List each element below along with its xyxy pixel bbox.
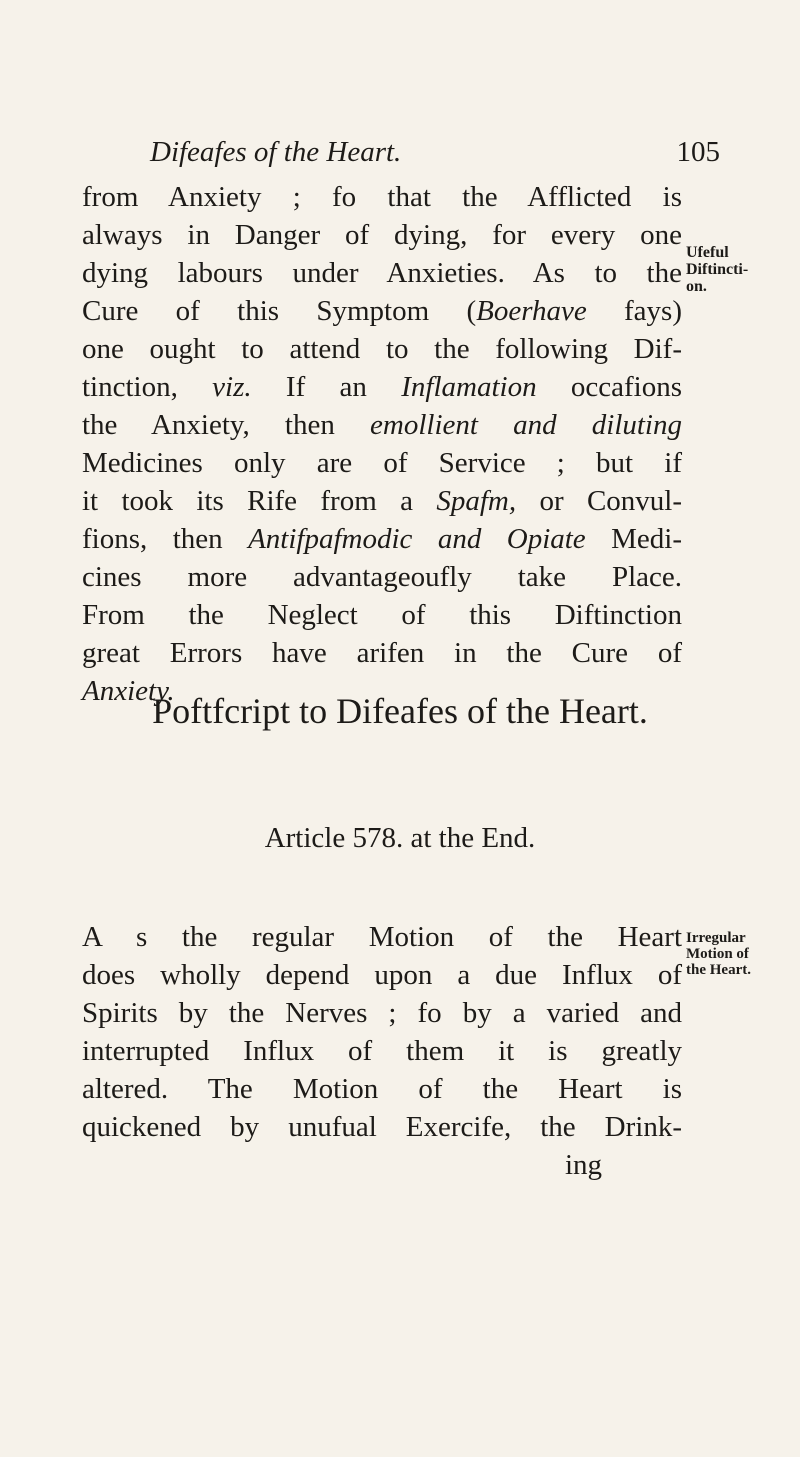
text-run: tinction, <box>82 371 213 403</box>
italic-text: Inflamation <box>401 371 537 403</box>
text-run: fions, then <box>82 523 249 555</box>
text-run: altered. The Motion of the Heart is <box>82 1073 682 1105</box>
section-heading: Poftfcript to Difeafes of the Heart. <box>152 691 648 731</box>
running-head: Difeafes of the Heart. <box>150 136 402 168</box>
text-run: Spirits by the Nerves ; fo by a varied and <box>82 997 682 1029</box>
text-run: one ought to attend to the following Dif- <box>82 333 682 365</box>
margin-note-line: on. <box>686 278 707 295</box>
italic-text: emollient and diluting <box>370 409 682 441</box>
text-line <box>82 634 682 672</box>
text-line <box>82 330 682 368</box>
text-line <box>82 558 682 596</box>
text-run: great Errors have arifen in the Cure of <box>82 637 682 669</box>
paragraph-anxiety-cure <box>82 178 682 710</box>
text-run: occafions <box>536 371 682 403</box>
text-run: Cure of this Symptom ( <box>82 295 477 327</box>
text-run: A s the regular Motion of the Heart <box>82 921 682 953</box>
section-subheading: Article 578. at the End. <box>264 822 536 854</box>
text-run: quickened by unufual Exercife, the Drink- <box>82 1111 682 1143</box>
text-run: always in Danger of dying, for every one <box>82 219 682 251</box>
text-run: interrupted Influx of them it is greatly <box>82 1035 682 1067</box>
text-line <box>82 1032 682 1070</box>
text-line <box>82 596 682 634</box>
text-line <box>82 520 682 558</box>
text-line <box>82 482 682 520</box>
text-line <box>82 1108 682 1146</box>
text-run: or Convul- <box>516 485 683 517</box>
margin-note-irregular-motion <box>686 930 796 978</box>
text-run: from Anxiety ; fo that the Afflicted is <box>82 181 682 213</box>
text-line <box>82 292 682 330</box>
text-run: the Anxiety, then <box>82 409 371 441</box>
margin-note-line: the Heart. <box>686 962 751 978</box>
text-run: does wholly depend upon a due Influx of <box>82 959 682 991</box>
text-line <box>82 178 682 216</box>
margin-note-line: Diftincti- <box>686 261 749 278</box>
text-run: dying labours under Anxieties. As to the <box>82 257 682 289</box>
page-header <box>150 136 720 176</box>
text-run: cines more advantageoufly take Place. <box>82 561 682 593</box>
italic-text: viz. <box>212 371 252 403</box>
italic-text: Antifpafmodic and Opiate <box>248 523 586 555</box>
margin-note-line: Motion of <box>686 946 749 962</box>
text-run: Medi- <box>585 523 682 555</box>
text-line <box>82 918 682 956</box>
margin-note-useful-distinction <box>686 244 796 295</box>
text-run: From the Neglect of this Diftinction <box>82 599 682 631</box>
text-line <box>82 368 682 406</box>
text-run: Medicines only are of Service ; but if <box>82 447 682 479</box>
catchword: ing <box>565 1149 603 1181</box>
paragraph-heart-motion <box>82 918 682 1146</box>
italic-text: Anxiety. <box>82 675 175 707</box>
text-line <box>82 216 682 254</box>
margin-note-line: Irregular <box>686 930 746 946</box>
text-line <box>82 956 682 994</box>
margin-note-line: Ufeful <box>686 244 729 261</box>
text-line <box>82 406 682 444</box>
text-run: it took its Rife from a <box>82 485 437 517</box>
text-line <box>82 444 682 482</box>
italic-text: Boerhave <box>476 295 587 327</box>
italic-text: Spafm, <box>436 485 517 517</box>
text-line <box>82 994 682 1032</box>
text-run: If an <box>251 371 402 403</box>
text-run: fays) <box>586 295 682 327</box>
text-line <box>82 254 682 292</box>
text-line <box>82 1070 682 1108</box>
page-number: 105 <box>676 136 720 168</box>
